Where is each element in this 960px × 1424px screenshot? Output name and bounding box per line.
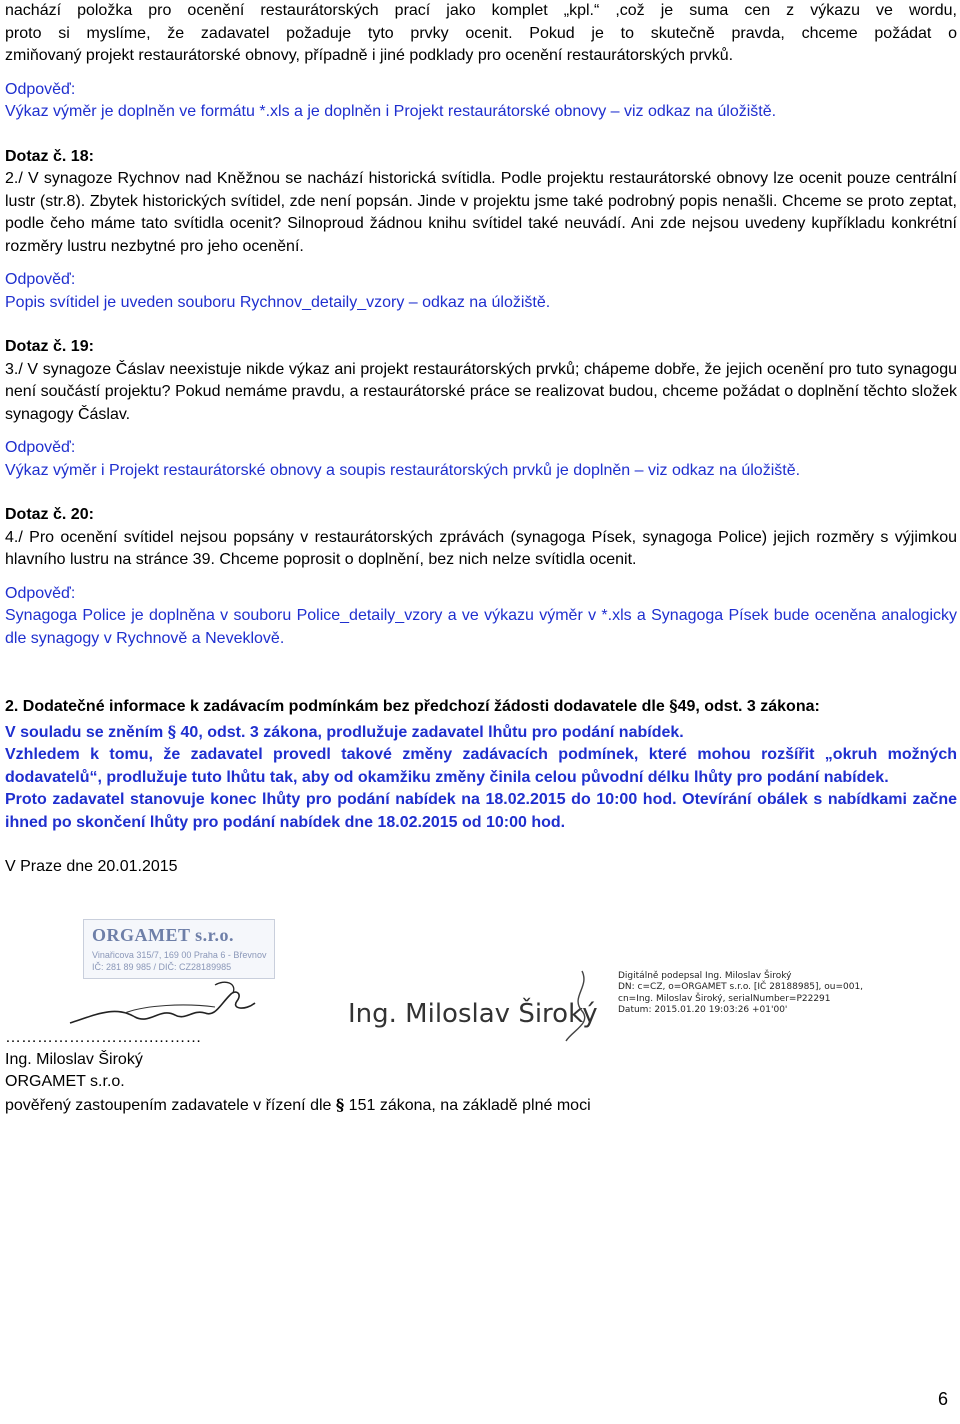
place-and-date: V Praze dne 20.01.2015 [5, 858, 178, 875]
answer-18: Popis svítidel je uveden souboru Rychnov_detaily_vzory – odkaz na úložiště. [5, 293, 551, 311]
section-sign-symbol: § [167, 721, 177, 741]
answer-20: Synagoga Police je doplněna v souboru Police_detaily_vzory a ve výkazu výměr v *.xls a Synagoga Písek bude oceněna analogicky dle synagogy v Rychnově a Neveklově. [5, 607, 957, 647]
digital-signature-details [618, 971, 863, 1017]
question-18-title: Dotaz č. 18: [5, 147, 94, 165]
stamp-address: Vinařicova 315/7, 169 00 Praha 6 - Břevnov [92, 949, 267, 960]
question-18-body: 2./ V synagoze Rychnov nad Kněžnou se nachází historická svítidla. Podle projektu restaurátorské obnovy lze ocenit pouze centrální lustr (str.8). Zbytek historických svítidel, zde není popsán. Jinde v projektu jsme také podrobný popis nenašli. Chceme se proto zeptat, podle čeho máme tato svítidla ocenit? Silnoproud žádnou knihu svítidel také neuvádí. Ani zde nejsou uvedeny kupříkladu konkrétní rozměry lustru nezbytné pro jeho ocenění. [5, 170, 957, 255]
section-2-heading [5, 695, 957, 719]
section-2-heading-text-a: 2. Dodatečné informace k zadávacím podmínkám bez předchozí žádosti dodavatele dle [5, 698, 670, 715]
answer-17: Výkaz výměr je doplněn ve formátu *.xls a je doplněn i Projekt restaurátorské obnovy – viz odkaz na úložiště. [5, 103, 777, 120]
digital-signature-name: Ing. Miloslav Široký [348, 998, 598, 1029]
answer-label-19: Odpověď: [5, 439, 76, 456]
question-19-body: 3./ V synagoze Čáslav neexistuje nikde výkaz ani projekt restaurátorských prvků; chápeme dobře, že jejich ocenění pro tuto synagogu není součástí projektu? Pokud nemáme pravdu, a restaurátorské práce se realizovat budou, chceme požádat o doplnění těchto složek synagogy Čáslav. [5, 360, 957, 423]
answer-19: Výkaz výměr i Projekt restaurátorské obnovy a soupis restaurátorských prvků je doplněn – viz odkaz na úložiště. [5, 461, 801, 479]
document-page [5, 0, 957, 1117]
answer-label-20: Odpověď: [5, 584, 76, 602]
intro-line-3: zmiňovaný projekt restaurátorské obnovy, případně i jiné podklady pro ocenění restaurátorských prvků. [5, 47, 734, 64]
section-sign-symbol: § [669, 696, 678, 715]
signature-flourish-icon [560, 967, 600, 1047]
section-2-p1-text-b: 40, odst. 3 zákona, prodlužuje zadavatel lhůtu pro podání nabídek. [176, 723, 684, 741]
intro-line-2: proto si myslíme, že zadavatel požaduje tyto prvky ocenit. Pokud je to skutečně pravda, chceme požádat o [5, 24, 957, 42]
stamp-company-name: ORGAMET s.r.o. [92, 924, 235, 945]
signatory-role [5, 1094, 957, 1118]
digital-signature-line: Datum: 2015.01.20 19:03:26 +01'00' [618, 1005, 788, 1015]
signatory-name: Ing. Miloslav Široký [5, 1050, 143, 1068]
answer-label-18: Odpověď: [5, 271, 76, 288]
signatory-role-text-b: 151 zákona, na základě plné moci [344, 1096, 591, 1114]
stamp-ids: IČ: 281 89 985 / DIČ: CZ28189985 [92, 961, 232, 972]
digital-signature-line: Digitálně podepsal Ing. Miloslav Široký [618, 970, 792, 981]
section-2-heading-text-b: 49, odst. 3 zákona: [677, 698, 820, 715]
question-20-body: 4./ Pro ocenění svítidel nejsou popsány v restaurátorských zprávách (synagoga Písek, synagoga Police) jejich rozměry s výjimkou hlavního lustru na stránce 39. Chceme poprosit o doplnění, bez nich nelze svítidla ocenit. [5, 528, 957, 568]
question-19-title: Dotaz č. 19: [5, 338, 94, 355]
digital-signature-line: DN: c=CZ, o=ORGAMET s.r.o. [IČ 28188985], ou=001, [618, 982, 864, 992]
answer-label-17: Odpověď: [5, 80, 76, 98]
signature-area [5, 909, 957, 1049]
signature-dotted-line: ……………………….……… [5, 1028, 202, 1046]
section-2-paragraph-2: Vzhledem k tomu, že zadavatel provedl takové změny zadávacích podmínek, které mohou rozšířit „okruh možných dodavatelů“, prodlužuje tuto lhůtu tak, aby od okamžiku změny činila celou původní délku lhůty pro podání nabídek. [5, 746, 957, 786]
question-20-title: Dotaz č. 20: [5, 506, 94, 523]
section-2-paragraph-1 [5, 721, 957, 745]
section-2-paragraph-3: Proto zadavatel stanovuje konec lhůty pro podání nabídek na 18.02.2015 do 10:00 hod. Otevírání obálek s nabídkami začne ihned po skončení lhůty pro podání nabídek dne 18.02.2015 od 10:00 hod. [5, 791, 957, 831]
signatory-role-text-a: pověřený zastoupením zadavatele v řízení dle [5, 1096, 336, 1114]
company-stamp [83, 919, 275, 979]
handwritten-signature-icon [65, 975, 265, 1035]
section-2-p1-text-a: V souladu se zněním [5, 723, 168, 741]
signatory-company: ORGAMET s.r.o. [5, 1073, 125, 1090]
intro-line-1: nachází položka pro ocenění restaurátorských prací jako komplet „kpl.“ ,což je suma cen z výkazu ve wordu, [5, 2, 957, 19]
section-sign-symbol: § [335, 1094, 345, 1114]
page-number: 6 [937, 1389, 948, 1409]
digital-signature-line: cn=Ing. Miloslav Široký, serialNumber=P22291 [618, 993, 831, 1004]
